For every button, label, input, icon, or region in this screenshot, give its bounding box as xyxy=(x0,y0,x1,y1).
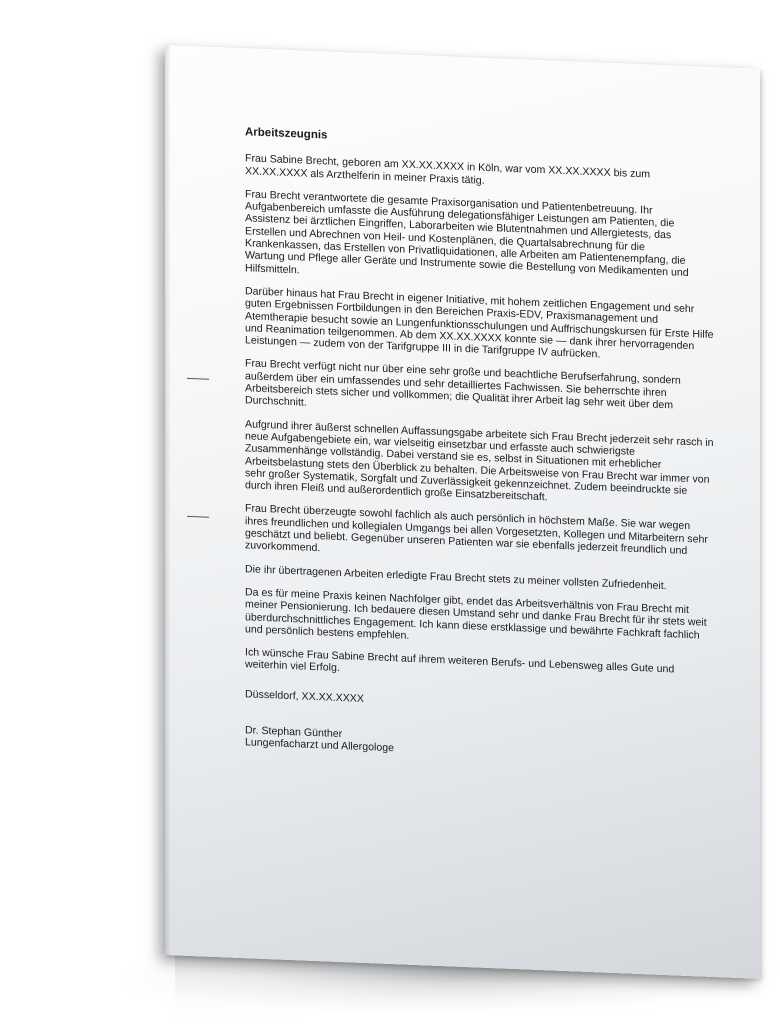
paragraph-training: Darüber hinaus hat Frau Brecht in eigener Initiative, mit hohem zeitlichen Engagement und sehr guten Ergebnissen Fortbildungen in den Bereichen Praxis-EDV, Praxismanagement und Atemtherapie besucht sowie an Lungenfunktionsschulungen und Auffrischungskursen für Erste Hilfe und Reanimation teilgenommen. Ab dem XX.XX.XXXX konnte sie — dank ihrer hervorragenden Leistungen — zudem von der Tarifgruppe III in die Tarifgruppe IV aufrücken. xyxy=(245,285,714,361)
fold-mark-top xyxy=(187,378,209,380)
signature-block xyxy=(245,724,715,767)
document-title: Arbeitszeugnis xyxy=(245,126,328,142)
paragraph-wishes: Ich wünsche Frau Sabine Brecht auf ihrem weiteren Berufs- und Lebensweg alles Gute und weiterhin viel Erfolg. xyxy=(245,646,675,676)
document-page xyxy=(165,45,760,979)
paragraph-work-style: Aufgrund ihrer äußerst schnellen Auffassungsgabe arbeitete sich Frau Brecht jederzeit sehr rasch in neue Aufgabengebiete ein, war vielseitig einsetzbar und erfasste auch schwierigste Zusammenhänge vollständig. Dabei verstand sie es, selbst in Situationen mit erheblicher Arbeitsbelastung stets den Überblick zu behalten. Die Arbeitsweise von Frau Brecht war immer von sehr großer Systematik, Sorgfalt und Zuverlässigkeit gekennzeichnet. Zudem beeindruckte sie durch ihren Fleiß und außerordentlich große Einsatzbereitschaft. xyxy=(245,417,714,504)
paragraph-expertise: Frau Brecht verfügt nicht nur über eine sehr große und beachtliche Berufserfahrung, sondern außerdem über ein umfassendes und sehr detailliertes Fachwissen. Sie beherrschte ihren Arbeitsbereich stets sicher und vollkommen; die Qualität ihrer Arbeit lag sehr weit über dem Durchschnitt. xyxy=(245,357,681,412)
signature-role: Lungenfacharzt und Allergologe xyxy=(245,736,395,755)
paragraph-duties: Frau Brecht verantwortete die gesamte Praxisorganisation und Patientenbetreuung. Ihr Aufgabenbereich umfasste die Ausführung delegationsfähiger Leistungen am Patienten, die Assistenz bei ärztlichen Eingriffen, Laborarbeiten wie Blutentnahmen und Allergietests, das Erstellen und Abrechnen von Heil- und Kostenplänen, die Quartalsabrechnung für die Krankenkassen, das Erstellen von Privatliquidationen, alle Arbeiten am Patientenempfang, die Wartung und Pflege aller Geräte und Instrumente sowie die Bestellung von Medikamenten und Hilfsmitteln. xyxy=(245,188,689,280)
place-and-date: Düsseldorf, XX.XX.XXXX xyxy=(245,687,364,705)
paragraph-employment: Frau Sabine Brecht, geboren am XX.XX.XXXX in Köln, war vom XX.XX.XXXX bis zum XX.XX.XXXX als Arzthelferin in meiner Praxis tätig. xyxy=(245,152,651,187)
fold-mark-bottom xyxy=(187,516,209,518)
signature-name: Dr. Stephan Günther xyxy=(245,724,343,741)
letter-content xyxy=(245,126,715,767)
paragraph-termination: Da es für meine Praxis keinen Nachfolger gibt, endet das Arbeitsverhältnis von Frau Brecht mit meiner Pensionierung. Ich bedauere diesen Umstand sehr und danke Frau Brecht für ihr stets weit überdurchschnittliches Engagement. Ich kann diese erstklassige und bewährte Fachkraft fachlich und persönlich bestens empfehlen. xyxy=(245,586,707,642)
paragraph-satisfaction: Die ihr übertragenen Arbeiten erledigte Frau Brecht stets zu meiner vollsten Zufriedenheit. xyxy=(245,562,667,592)
paragraph-conduct: Frau Brecht überzeugte sowohl fachlich als auch persönlich in höchstem Maße. Sie war wegen ihres freundlichen und kollegialen Umgangs bei allen Vorgesetzten, Kollegen und Mitarbeitern sehr geschätzt und beliebt. Gegenüber unseren Patienten war sie ebenfalls jederzeit freundlich und zuvorkommend. xyxy=(245,502,708,557)
